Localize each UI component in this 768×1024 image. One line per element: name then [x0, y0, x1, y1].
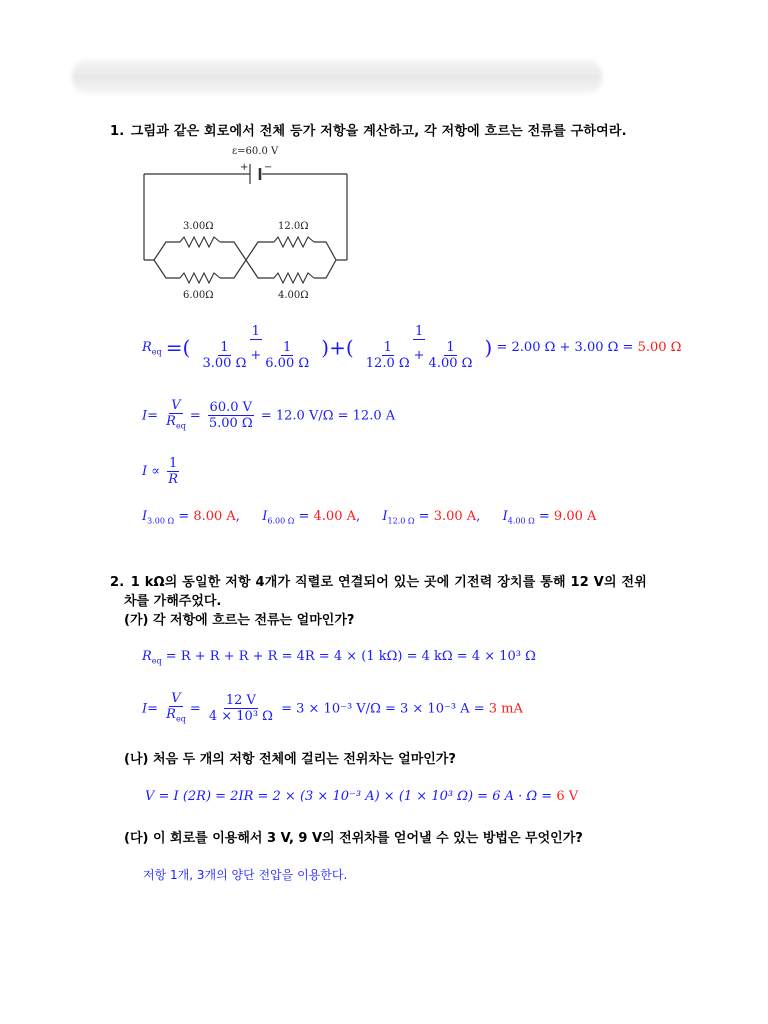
- proportional-equation: I ∝ $\frac{1}{R}$: [142, 456, 179, 487]
- req-result: 5.00 Ω: [637, 340, 682, 355]
- answer-2c: 저항 1개, 3개의 양단 전압을 이용한다.: [143, 868, 348, 882]
- r4-label: 4.00Ω: [278, 290, 309, 301]
- question-2c: (다) 이 회로를 이용해서 3 V, 9 V의 전위차를 얻어낼 수 있는 방법은 무엇인가?: [124, 831, 583, 846]
- question-2: 2. 1 kΩ의 동일한 저항 4개가 직렬로 연결되어 있는 곳에 기전력 장치를 통해 12 V의 전위: [110, 575, 647, 590]
- resistor-3ohm: [180, 237, 220, 247]
- question-1-text: 그림과 같은 회로에서 전체 등가 저항을 계산하고, 각 저항에 흐르는 전류를 구하여라.: [130, 124, 627, 139]
- question-2a: (가) 각 저항에 흐르는 전류는 얼마인가?: [124, 613, 355, 628]
- circuit-diagram: [140, 140, 355, 310]
- battery-minus: −: [264, 162, 273, 173]
- r2-label: 12.0Ω: [278, 221, 309, 232]
- emf-label: ε=60.0 V: [232, 146, 279, 157]
- question-2-line2: 차를 가해주었다.: [124, 594, 222, 609]
- voltage-equation: V = I (2R) = 2IR = 2 × (3 × 10⁻³ A) × (1 × 10³ Ω) = 6 A · Ω = 6 V: [145, 789, 579, 804]
- battery-plus: +: [240, 162, 249, 173]
- r1-label: 3.00Ω: [183, 221, 214, 232]
- redacted-header: [72, 60, 602, 94]
- current-equation: I= $\frac{V}{R_{eq}}$ = $\frac{60.0 V}{5.00 \Omega}$ = 12.0 V/Ω = 12.0 A: [142, 398, 396, 432]
- resistor-6ohm: [180, 273, 220, 283]
- series-current-equation: I= $\frac{V}{R_{eq}}$ = $\frac{12 V}{\text{4 × 10³ Ω}}$ = 3 × 10⁻³ V/Ω = 3 × 10⁻³ A = 3 mA: [142, 691, 523, 725]
- current-3ohm: $I_{3.00 \Omega} = 8.00$ A,: [142, 509, 240, 526]
- resistor-4ohm: [274, 273, 314, 283]
- r3-label: 6.00Ω: [183, 290, 214, 301]
- question-2b: (나) 처음 두 개의 저항 전체에 걸리는 전위차는 얼마인가?: [124, 752, 456, 767]
- series-req-equation: $R_{eq} = R + R + R + R = 4R = 4 \times (1$ kΩ) = 4 kΩ = 4 × 10³ Ω: [142, 649, 536, 666]
- question-2-line1: 1 kΩ의 동일한 저항 4개가 직렬로 연결되어 있는 곳에 기전력 장치를 통해 12 V의 전위: [130, 575, 647, 590]
- branch-currents: [142, 509, 596, 526]
- question-1: 1. 그림과 같은 회로에서 전체 등가 저항을 계산하고, 각 저항에 흐르는 전류를 구하여라.: [110, 124, 627, 139]
- req-equation: $R_{eq}$ =( 1 $\frac{1}{3.00 \Omega}$ + $\frac{1}{6.00 \Omega}$ )+( 1 $\frac{1}{12.0 \Omega}$ + $\frac{1}{4.00 \Omega}$ ) = 2.00 Ω + 3.00 Ω = 5.00 Ω: [142, 324, 682, 371]
- current-12ohm: $I_{12.0 \Omega} = 3.00$ A,: [382, 509, 481, 526]
- current-4ohm: $I_{4.00 \Omega} = 9.00$ A: [502, 509, 597, 526]
- current-6ohm: $I_{6.00 \Omega} = 4.00$ A,: [262, 509, 361, 526]
- resistor-12ohm: [274, 237, 314, 247]
